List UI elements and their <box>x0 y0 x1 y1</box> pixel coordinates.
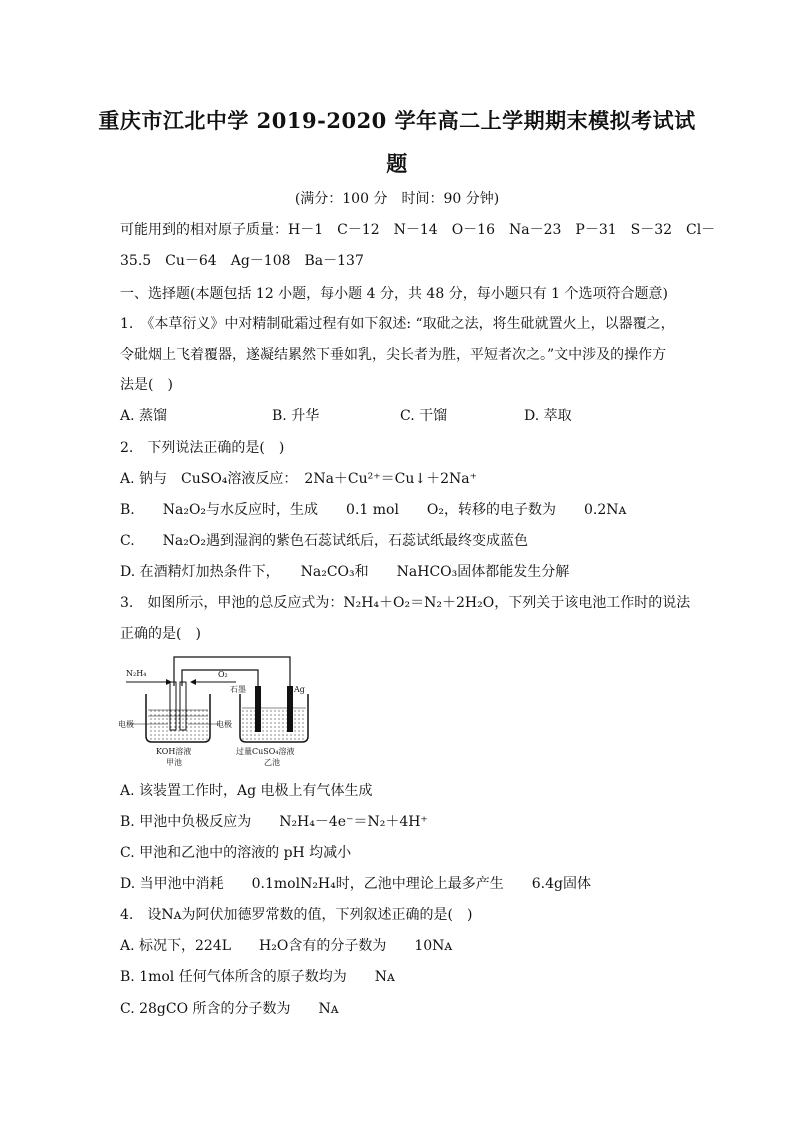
q2-option-b: B. Na₂O₂与水反应时，生成 0.1 mol O₂，转移的电子数为 0.2Nᴀ <box>120 502 627 518</box>
q3-option-b: B. 甲池中负极反应为 N₂H₄－4e⁻＝N₂＋4H⁺ <box>120 814 428 830</box>
q4-stem: 4. 设Nᴀ为阿伏加德罗常数的值，下列叙述正确的是( ) <box>120 907 473 923</box>
q1-option-d: D. 萃取 <box>524 408 572 424</box>
q1-stem-line1: 1. 《本草衍义》中对精制砒霜过程有如下叙述: “取砒之法，将生砒就置火上，以器覆之， <box>120 316 675 332</box>
q4-option-b: B. 1mol 任何气体所含的原子数均为 Nᴀ <box>120 969 395 985</box>
label-o2: O₂ <box>218 670 228 679</box>
exam-title-line1: 重庆市江北中学 2019-2020 学年高二上学期期末模拟考试试 <box>98 108 696 133</box>
q3-option-c: C. 甲池和乙池中的溶液的 pH 均减小 <box>120 845 352 861</box>
q2-option-c: C. Na₂O₂遇到湿润的紫色石蕊试纸后，石蕊试纸最终变成蓝色 <box>120 533 528 549</box>
label-graphite: 石墨 <box>230 685 246 694</box>
q4-option-a: A. 标况下，224L H₂O含有的分子数为 10Nᴀ <box>120 938 453 954</box>
atomic-mass-line2: 35.5 Cu－64 Ag－108 Ba－137 <box>120 253 364 269</box>
electrochemical-cell-diagram <box>118 654 318 772</box>
q2-option-a: A. 钠与 CuSO₄溶液反应： 2Na＋Cu²⁺＝Cu↓＋2Na⁺ <box>120 471 478 487</box>
q1-option-a: A. 蒸馏 <box>120 408 168 424</box>
label-koh: KOH溶液 <box>156 747 192 756</box>
atomic-mass-line1: 可能用到的相对原子质量：H－1 C－12 N－14 O－16 Na－23 P－31 S－32 Cl－ <box>120 222 716 238</box>
q1-option-b: B. 升华 <box>272 408 320 424</box>
q2-option-d: D. 在酒精灯加热条件下， Na₂CO₃和 NaHCO₃固体都能发生分解 <box>120 564 570 580</box>
label-ag: Ag <box>294 685 305 694</box>
label-cuso4: 过量CuSO₄溶液 <box>236 747 295 756</box>
exam-title-line2: 题 <box>386 151 408 176</box>
q3-stem-line2: 正确的是( ) <box>120 626 201 642</box>
label-jia: 甲池 <box>166 758 182 767</box>
label-n2h4: N₂H₄ <box>126 669 147 678</box>
q3-stem-line1: 3. 如图所示，甲池的总反应式为：N₂H₄＋O₂＝N₂＋2H₂O，下列关于该电池工作时的说法 <box>120 595 691 611</box>
q4-option-c: C. 28gCO 所含的分子数为 Nᴀ <box>120 1001 339 1017</box>
section1-heading: 一、选择题(本题包括 12 小题，每小题 4 分，共 48 分，每小题只有 1 个选项符合题意) <box>120 286 668 302</box>
q1-option-c: C. 干馏 <box>400 408 448 424</box>
q1-stem-line3: 法是( ) <box>120 377 173 393</box>
q1-stem-line2: 令砒烟上飞着覆器，遂凝结累然下垂如乳，尖长者为胜，平短者次之。”文中涉及的操作方 <box>120 347 667 363</box>
q2-stem: 2. 下列说法正确的是( ) <box>120 440 285 456</box>
q3-option-a: A. 该装置工作时，Ag 电极上有气体生成 <box>120 783 373 799</box>
label-electrode-right: 电极 <box>216 720 232 729</box>
exam-info: (满分：100 分 时间：90 分钟) <box>294 191 500 207</box>
q3-option-d: D. 当甲池中消耗 0.1molN₂H₄时，乙池中理论上最多产生 6.4g固体 <box>120 876 591 892</box>
label-electrode-left: 电极 <box>118 720 134 729</box>
label-yi: 乙池 <box>264 758 280 767</box>
